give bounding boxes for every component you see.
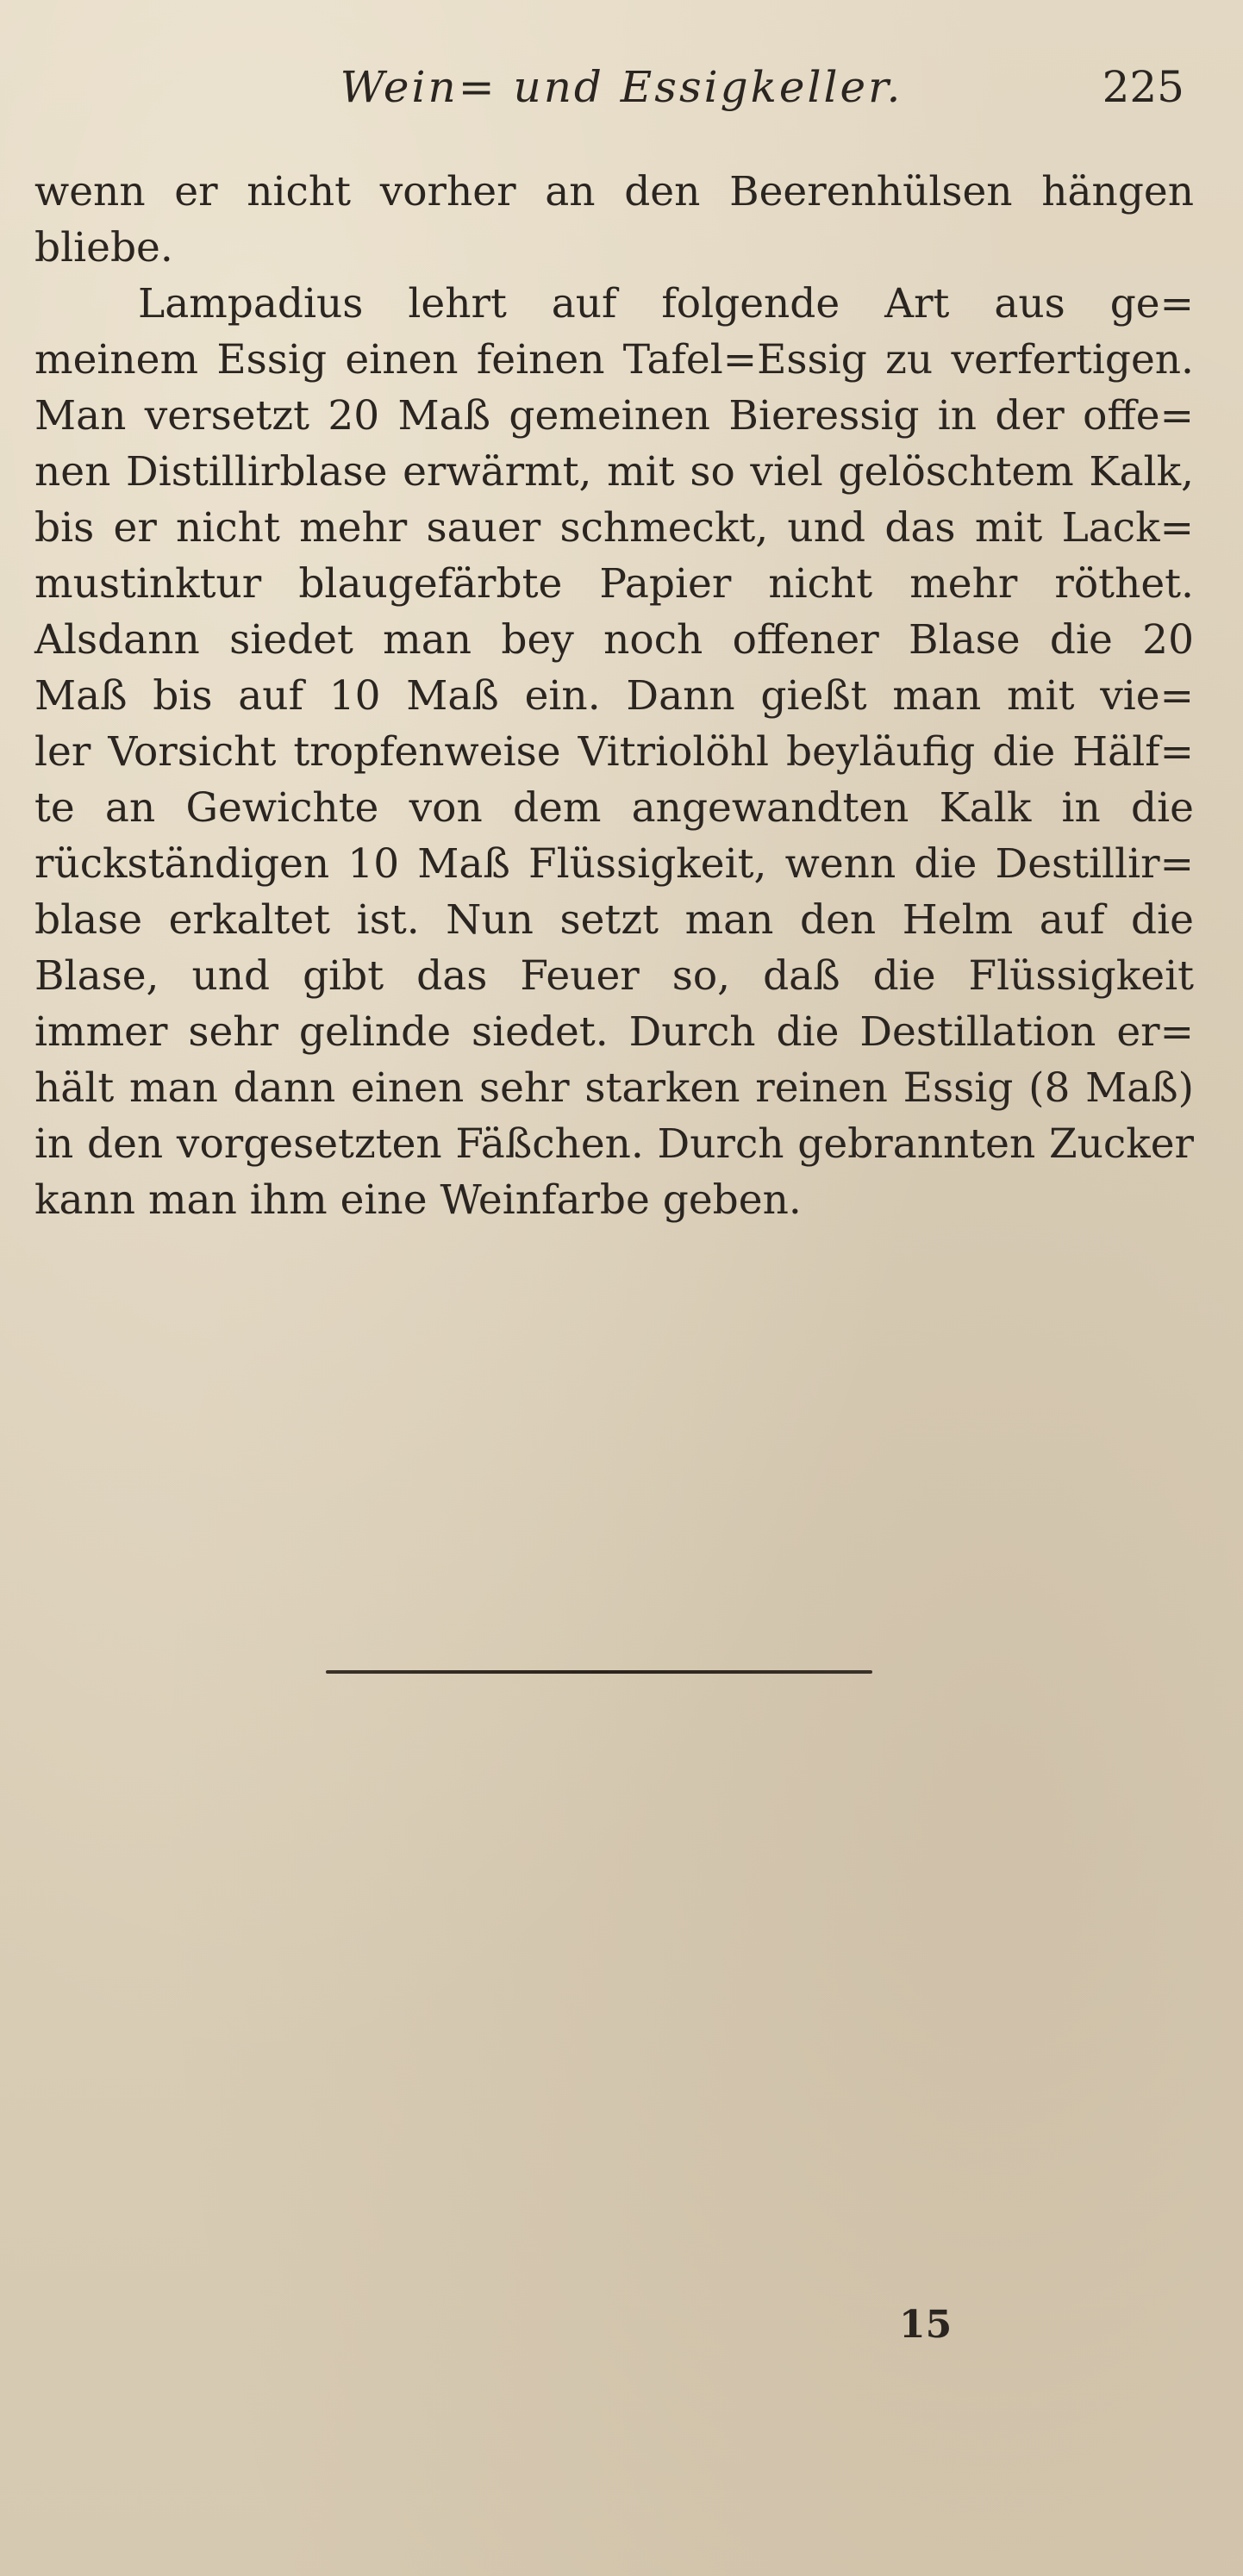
text-line: Man versetzt 20 Maß gemeinen Bieressig in der offe= bbox=[34, 392, 1194, 440]
text-line: immer sehr gelinde siedet. Durch die Destillation er= bbox=[34, 1008, 1194, 1056]
text-line: mustinktur blaugefärbte Papier nicht mehr röthet. bbox=[34, 560, 1194, 608]
text-line: bis er nicht mehr sauer schmeckt, und das mit Lack= bbox=[34, 504, 1194, 552]
text-line: te an Gewichte von dem angewandten Kalk in die bbox=[34, 784, 1194, 832]
text-line: bliebe. bbox=[34, 224, 173, 271]
text-line: wenn er nicht vorher an den Beerenhülsen hängen bbox=[34, 168, 1194, 215]
text-line: ler Vorsicht tropfenweise Vitriolöhl beyläufig die Hälf= bbox=[34, 728, 1194, 776]
text-line: Alsdann siedet man bey noch offener Blase die 20 bbox=[34, 616, 1194, 664]
text-line: Blase, und gibt das Feuer so, daß die Flüssigkeit bbox=[34, 952, 1194, 1000]
text-line: Maß bis auf 10 Maß ein. Dann gießt man mit vie= bbox=[34, 672, 1194, 720]
text-line: rückständigen 10 Maß Flüssigkeit, wenn die Destillir= bbox=[34, 840, 1194, 888]
section-divider-rule bbox=[326, 1670, 872, 1674]
signature-mark: 15 bbox=[899, 2303, 953, 2347]
page-header bbox=[0, 62, 1243, 122]
text-line: hält man dann einen sehr starken reinen Essig (8 Maß) bbox=[34, 1064, 1194, 1112]
page-number: 225 bbox=[1102, 62, 1184, 112]
text-line: meinem Essig einen feinen Tafel=Essig zu verfertigen. bbox=[34, 336, 1194, 384]
text-line: kann man ihm eine Weinfarbe geben. bbox=[34, 1176, 802, 1224]
text-line: Lampadius lehrt auf folgende Art aus ge= bbox=[138, 280, 1194, 327]
running-title: Wein= und Essigkeller. bbox=[340, 62, 903, 112]
text-line: in den vorgesetzten Fäßchen. Durch gebrannten Zucker bbox=[34, 1120, 1194, 1168]
text-line: blase erkaltet ist. Nun setzt man den Helm auf die bbox=[34, 896, 1194, 944]
text-line: nen Distillirblase erwärmt, mit so viel gelöschtem Kalk, bbox=[34, 448, 1194, 496]
body-text bbox=[34, 164, 1194, 1228]
